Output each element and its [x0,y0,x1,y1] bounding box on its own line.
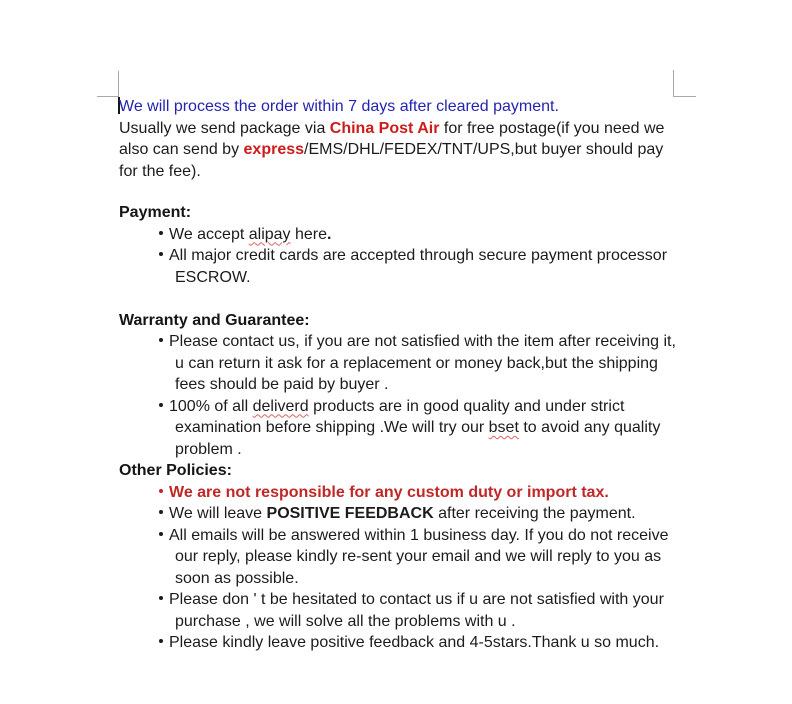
warranty-b2-pre: 100% of all [169,397,253,415]
shipping-method-highlight: China Post Air [329,119,440,137]
payment-b2-line2: ESCROW. [175,268,251,286]
bullet-icon [159,596,163,600]
intro-line-3 [119,139,685,161]
warranty-bullet-1-cont [119,353,685,375]
document-text-area[interactable] [119,96,685,654]
policies-bullet-1 [119,482,685,504]
bullet-icon [159,510,163,514]
payment-heading [119,202,685,224]
policies-b3-line2: our reply, please kindly re-sent your email and we will reply to you as [175,548,662,565]
policies-b3-line1: All emails will be answered within 1 business day. If you do not receive [169,526,669,544]
warranty-b1-line2: u can return it ask for a replacement or money back,but the shipping [175,354,658,372]
bullet-icon [159,403,163,407]
margin-corner-mark-top-right [673,70,696,97]
intro-line-4 [119,161,685,183]
policies-b5-text: Please kindly leave positive feedback and 4-5stars.Thank u so much. [169,634,660,651]
intro-line-4-text: for the fee). [119,162,201,180]
policies-bullet-4 [119,589,685,611]
bullet-icon [159,532,163,536]
warranty-b2-line3: problem . [175,440,242,458]
policies-heading [119,460,685,482]
policies-bullet-3-cont2 [119,568,685,590]
payment-b2-line1: All major credit cards are accepted through secure payment processor [169,247,668,264]
warranty-bullet-2-cont [119,417,685,439]
warranty-b2-line2-post: to avoid any quality [518,419,661,436]
spacer [119,182,685,202]
margin-corner-mark-top-left [97,71,119,97]
bullet-icon [159,639,163,643]
intro-line-3-pre: also can send by [119,141,244,158]
misspelled-word: bset [488,419,519,436]
policies-b2-pre: We will leave [169,505,267,522]
payment-bullet-2 [119,245,685,267]
intro-line-1 [119,96,685,118]
payment-bullet-2-cont [119,267,685,289]
payment-b1-period: . [327,225,332,243]
bullet-icon [159,338,163,342]
bullet-icon [159,231,163,235]
intro-line-2-post: for free postage(if you need we [439,119,665,137]
positive-feedback-highlight: POSITIVE FEEDBACK [266,505,434,522]
policies-bullet-4-cont [119,611,685,633]
customs-disclaimer-text: We are not responsible for any custom duty or import tax. [169,483,609,501]
policies-b2-post: after receiving the payment. [433,505,636,522]
warranty-bullet-2-cont2 [119,439,685,461]
express-highlight: express [243,141,305,158]
policies-b4-line2: purchase , we will solve all the problems with u . [175,612,516,630]
payment-heading-text: Payment: [119,204,192,221]
bullet-icon [159,252,163,256]
spacer [119,288,685,310]
warranty-b1-line3: fees should be paid by buyer . [175,376,389,393]
policies-b4-line1: Please don ' t be hesitated to contact us if u are not satisfied with your [169,591,664,608]
payment-bullet-1 [119,224,685,246]
intro-line-2-pre: Usually we send package via [119,119,330,137]
policies-bullet-2 [119,503,685,525]
misspelled-word: deliverd [252,397,309,415]
intro-line-3-post: /EMS/DHL/FEDEX/TNT/UPS,but buyer should pay [304,141,664,158]
policies-b3-line3: soon as possible. [175,569,299,587]
warranty-b1-line1: Please contact us, if you are not satisfied with the item after receiving it, [169,333,676,350]
policies-heading-text: Other Policies: [119,462,232,479]
payment-b1-mid: here [290,225,328,243]
warranty-bullet-1 [119,331,685,353]
warranty-bullet-1-cont2 [119,374,685,396]
policies-bullet-3-cont [119,546,685,568]
bullet-icon [159,489,163,493]
warranty-heading [119,310,685,332]
misspelled-word: alipay [248,225,291,243]
warranty-b2-post: products are in good quality and under strict [308,397,625,415]
policies-bullet-5 [119,632,685,654]
intro-line-2 [119,118,685,140]
warranty-bullet-2 [119,396,685,418]
policies-bullet-3 [119,525,685,547]
payment-b1-pre: We accept [169,225,249,243]
intro-line-1-text: We will process the order within 7 days after cleared payment. [119,98,559,115]
warranty-heading-text: Warranty and Guarantee: [119,311,310,329]
warranty-b2-line2-pre: examination before shipping .We will try our [175,419,489,436]
